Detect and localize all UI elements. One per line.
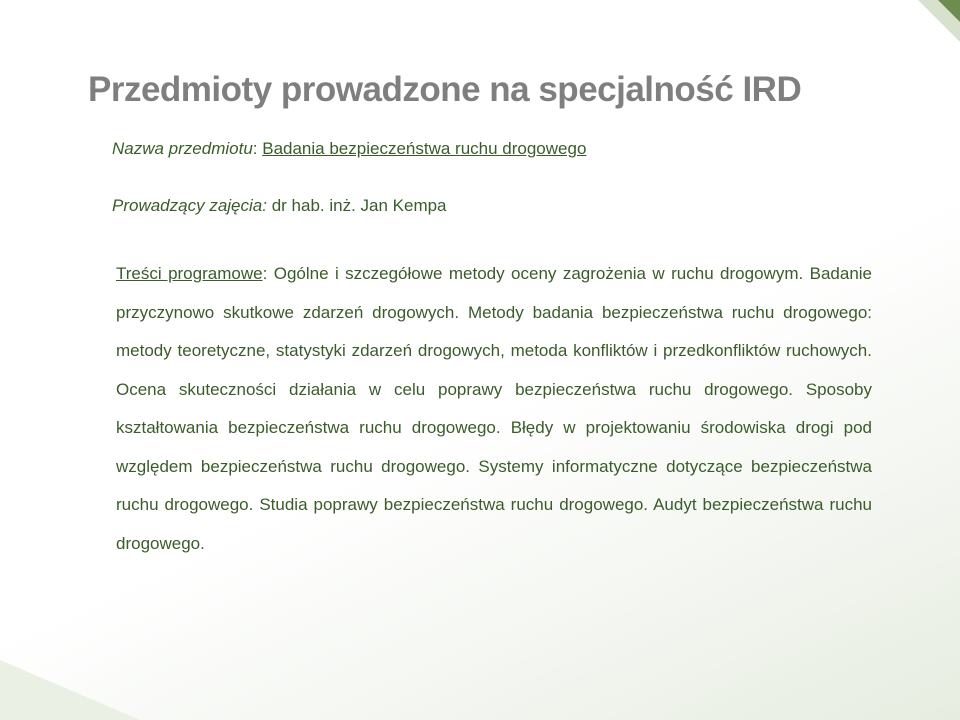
subject-row [112,139,586,159]
subject-separator: : [252,139,263,158]
subject-value: Badania bezpieczeństwa ruchu drogowego [262,139,587,158]
lecturer-value: dr hab. inż. Jan Kempa [266,196,447,215]
subject-label: Nazwa przedmiotu [112,139,253,158]
content-text: Ogólne i szczegółowe metody oceny zagrożenia w ruchu drogowym. Badanie przyczynowo skutkowe zdarzeń drogowych. Metody badania bezpieczeństwa ruchu drogowego: metody teoretyczne, statystyki zdarzeń drogowych, metoda konfliktów i przedkonfliktów ruchowych. Ocena skuteczności działania w celu poprawy bezpieczeństwa ruchu drogowego. Sposoby kształtowania bezpieczeństwa ruchu drogowego. Błędy w projektowaniu środowiska drogi pod względem bezpieczeństwa ruchu drogowego. Systemy informatyczne dotyczące bezpieczeństwa ruchu drogowego. Studia poprawy bezpieczeństwa ruchu drogowego. Audyt bezpieczeństwa ruchu drogowego. [116,264,873,553]
content-paragraph [116,255,872,563]
content-label: Treści programowe [116,264,263,283]
decorative-corner-top-right [938,0,960,22]
lecturer-label: Prowadzący zajęcia: [112,196,267,215]
content-separator: : [262,264,274,283]
slide-title: Przedmioty prowadzone na specjalność IRD [88,70,802,109]
lecturer-row [112,196,447,216]
decorative-corner-bottom-left [0,660,140,720]
